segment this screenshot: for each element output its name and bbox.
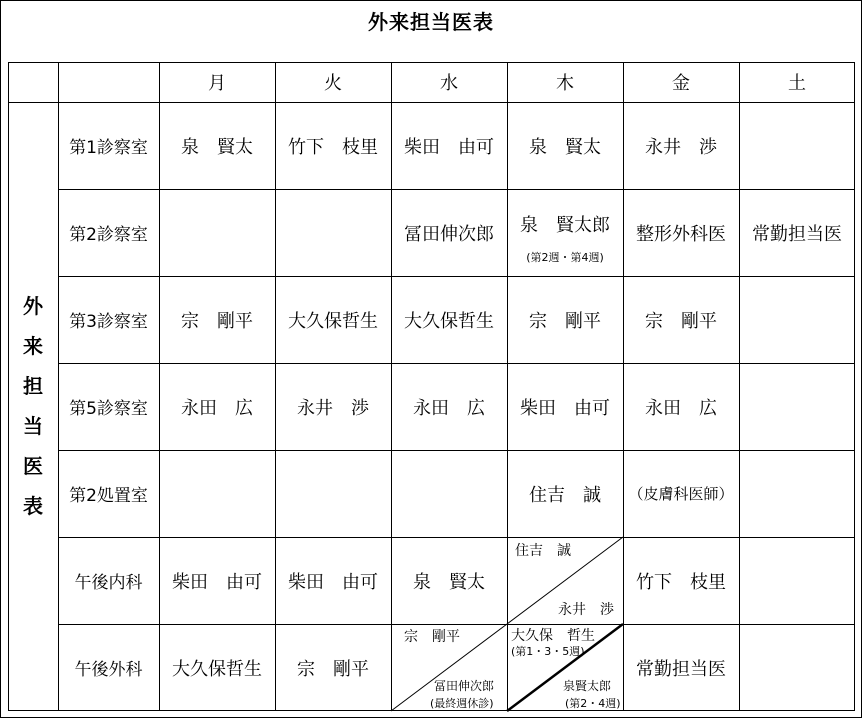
schedule-cell: 宗 剛平 — [529, 310, 601, 332]
split-cell-top: 大久保 哲生 — [511, 628, 595, 644]
schedule-cell: 宗 剛平 — [181, 310, 253, 332]
side-label-char: 来 — [23, 334, 43, 358]
schedule-cell: 泉 賢太 — [181, 136, 253, 158]
schedule-cell: 常勤担当医 — [636, 658, 726, 680]
split-cell-top: 住吉 誠 — [515, 543, 571, 559]
schedule-cell: （皮膚科医師） — [628, 485, 734, 503]
side-label-char: 当 — [23, 414, 43, 438]
schedule-cell: 柴田 由可 — [404, 136, 494, 158]
schedule-cell: 柴田 由可 — [520, 397, 610, 419]
split-cell-bottom: 永井 渉 — [558, 602, 614, 618]
split-cell-note: (第2・4週) — [565, 697, 621, 710]
row-label: 第5診察室 — [69, 399, 148, 419]
split-cell-top: 宗 剛平 — [404, 629, 460, 645]
day-header-sat: 土 — [788, 73, 806, 94]
day-header-tue: 火 — [324, 73, 342, 94]
schedule-cell: 大久保哲生 — [404, 310, 494, 332]
schedule-cell: 永井 渉 — [297, 397, 369, 419]
row-label: 第2診察室 — [69, 225, 148, 245]
day-header-fri: 金 — [672, 73, 690, 94]
row-label: 午後外科 — [74, 660, 143, 680]
day-header-wed: 水 — [440, 73, 458, 94]
page-title: 外来担当医表 — [368, 10, 494, 34]
schedule-cell: 永田 広 — [645, 397, 717, 419]
schedule-cell: 竹下 枝里 — [288, 136, 378, 158]
side-label-char: 外 — [23, 294, 43, 318]
schedule-cell: 永井 渉 — [645, 136, 717, 158]
schedule-cell: 永田 広 — [181, 397, 253, 419]
split-cell-note: (最終週休診) — [430, 697, 494, 710]
schedule-cell: 泉 賢太 — [529, 136, 601, 158]
split-cell-bottom: 泉賢太郎 — [563, 679, 612, 693]
schedule-note: (第2週・第4週) — [526, 251, 604, 264]
schedule-cell: 住吉 誠 — [529, 484, 601, 506]
side-label-char: 表 — [23, 494, 43, 518]
schedule-cell: 柴田 由可 — [172, 571, 262, 593]
row-label: 第2処置室 — [69, 486, 148, 506]
schedule-cell: 宗 剛平 — [297, 658, 369, 680]
schedule-cell: 永田 広 — [413, 397, 485, 419]
side-label-char: 医 — [23, 454, 43, 478]
day-header-thu: 木 — [556, 73, 574, 94]
schedule-cell: 竹下 枝里 — [636, 571, 726, 593]
schedule-cell: 冨田伸次郎 — [404, 223, 494, 245]
row-label: 第3診察室 — [69, 312, 148, 332]
row-label: 第1診察室 — [69, 138, 148, 158]
schedule-cell: 常勤担当医 — [752, 223, 842, 245]
schedule-cell: 大久保哲生 — [172, 658, 262, 680]
split-cell-note: (第1・3・5週) — [511, 645, 585, 658]
schedule-cell: 柴田 由可 — [288, 571, 378, 593]
schedule-cell: 宗 剛平 — [645, 310, 717, 332]
day-header-mon: 月 — [208, 73, 226, 94]
schedule-cell: 整形外科医 — [636, 223, 726, 245]
schedule-cell: 泉 賢太郎 — [520, 215, 610, 236]
schedule-cell: 大久保哲生 — [288, 310, 378, 332]
row-label: 午後内科 — [74, 573, 143, 593]
side-label — [8, 102, 58, 710]
split-cell-bottom: 冨田伸次郎 — [434, 679, 495, 693]
side-label-char: 担 — [23, 374, 43, 398]
schedule-cell: 泉 賢太 — [413, 571, 485, 593]
